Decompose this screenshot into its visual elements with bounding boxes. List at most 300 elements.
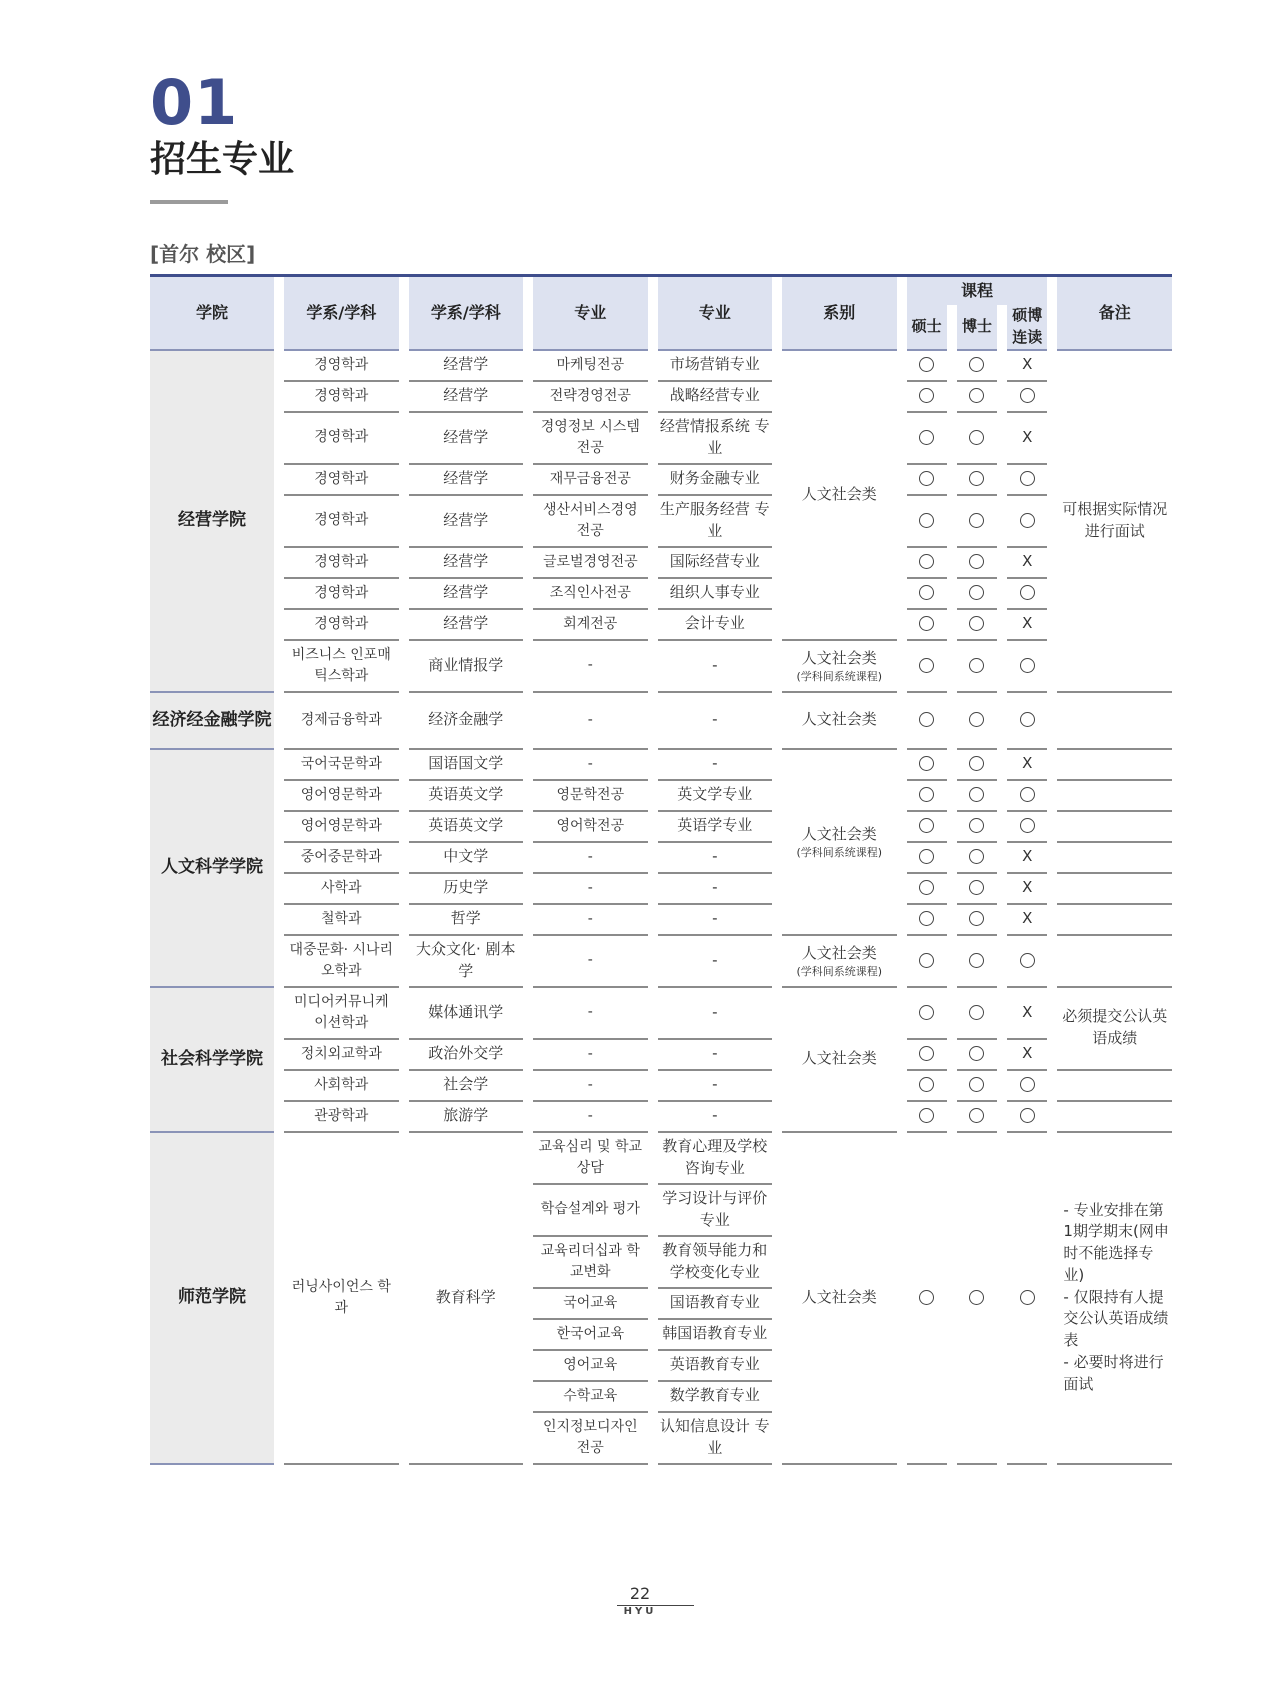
phd-mark [957, 1071, 997, 1102]
major-zh-cell: 韩国语教育专业 [658, 1320, 773, 1351]
master-mark [907, 1102, 947, 1133]
table-row [150, 641, 1172, 693]
circle-mark [969, 388, 984, 403]
footer-brand: HYU [623, 1606, 657, 1617]
category-cell [782, 641, 897, 693]
combined-mark [1007, 382, 1047, 413]
category-label: 人文社会类 [801, 710, 877, 729]
circle-mark [969, 818, 984, 833]
dept-zh-cell: 中文学 [409, 843, 524, 874]
combined-mark [1007, 1040, 1047, 1071]
combined-mark [1007, 936, 1047, 988]
major-zh-cell: 生产服务经营 专业 [658, 496, 773, 548]
major-zh-cell: 英文学专业 [658, 781, 773, 812]
dept-ko-cell: 철학과 [284, 905, 399, 936]
dept-zh-cell: 经营学 [409, 610, 524, 641]
major-ko-cell: - [533, 750, 648, 781]
phd-mark [957, 693, 997, 750]
master-mark [907, 641, 947, 693]
table-row [150, 1040, 1172, 1071]
circle-mark [969, 1005, 984, 1020]
phd-mark [957, 641, 997, 693]
table-row [150, 382, 1172, 413]
dept-zh-cell: 国语国文学 [409, 750, 524, 781]
header-major-ko: 专业 [533, 277, 648, 351]
college-education: 师范学院 [150, 1133, 274, 1465]
combined-mark [1007, 874, 1047, 905]
header-combined: 硕博连读 [1007, 305, 1047, 351]
circle-mark [969, 849, 984, 864]
dept-ko-cell: 경영학과 [284, 610, 399, 641]
circle-mark [969, 658, 984, 673]
header-master: 硕士 [907, 305, 947, 351]
x-mark: X [1022, 355, 1033, 374]
circle-mark [919, 1077, 934, 1092]
major-zh-cell: - [658, 988, 773, 1040]
dept-zh-cell: 经营学 [409, 351, 524, 382]
phd-mark [957, 781, 997, 812]
category-cell [782, 693, 897, 750]
combined-mark [1007, 750, 1047, 781]
table-row [150, 781, 1172, 812]
dept-zh-cell: 英语英文学 [409, 781, 524, 812]
circle-mark [969, 1290, 984, 1305]
phd-mark [957, 936, 997, 988]
remarks-business: 可根据实际情况进行面试 [1057, 351, 1172, 693]
x-mark: X [1022, 552, 1033, 571]
major-ko-cell: - [533, 874, 648, 905]
major-ko-cell: - [533, 641, 648, 693]
dept-zh-cell: 经营学 [409, 382, 524, 413]
dept-ko-cell: 정치외교학과 [284, 1040, 399, 1071]
major-zh-cell: 英语教育专业 [658, 1351, 773, 1382]
header-phd: 博士 [957, 305, 997, 351]
combined-mark [1007, 988, 1047, 1040]
remarks-empty [1057, 750, 1172, 781]
remarks-empty [1057, 1102, 1172, 1133]
major-ko-cell: - [533, 1040, 648, 1071]
major-ko-cell: 마케팅전공 [533, 351, 648, 382]
dept-zh-cell: 教育科学 [409, 1133, 524, 1465]
major-ko-cell: 경영정보 시스템전공 [533, 413, 648, 465]
major-zh-cell: 经营情报系统 专业 [658, 413, 773, 465]
header-major-zh: 专业 [658, 277, 773, 351]
remarks-empty [1057, 905, 1172, 936]
dept-zh-cell: 经营学 [409, 579, 524, 610]
circle-mark [1020, 658, 1035, 673]
college-social: 社会科学学院 [150, 988, 274, 1133]
major-ko-cell: - [533, 693, 648, 750]
category-label: 人文社会类 [801, 649, 877, 668]
x-mark: X [1022, 1002, 1033, 1021]
phd-mark [957, 579, 997, 610]
major-ko-cell: 영문학전공 [533, 781, 648, 812]
header-category: 系别 [782, 277, 897, 351]
master-mark [907, 382, 947, 413]
major-zh-cell: 市场营销专业 [658, 351, 773, 382]
remarks-empty [1057, 693, 1172, 750]
phd-mark [957, 1102, 997, 1133]
dept-ko-cell: 경영학과 [284, 496, 399, 548]
dept-zh-cell: 经营学 [409, 413, 524, 465]
dept-ko-cell: 국어국문학과 [284, 750, 399, 781]
remarks-education [1057, 1133, 1172, 1465]
circle-mark [969, 787, 984, 802]
college-business: 经营学院 [150, 351, 274, 693]
circle-mark [919, 818, 934, 833]
table-row [150, 812, 1172, 843]
table-row [150, 988, 1172, 1040]
major-zh-cell: 组织人事专业 [658, 579, 773, 610]
dept-zh-cell: 经济金融学 [409, 693, 524, 750]
phd-mark [957, 905, 997, 936]
circle-mark [919, 554, 934, 569]
major-ko-cell: 전략경영전공 [533, 382, 648, 413]
dept-zh-cell: 哲学 [409, 905, 524, 936]
dept-ko-cell: 경영학과 [284, 351, 399, 382]
major-ko-cell: 영어학전공 [533, 812, 648, 843]
major-zh-cell: 财务金融专业 [658, 465, 773, 496]
circle-mark [969, 430, 984, 445]
circle-mark [1020, 1077, 1035, 1092]
remark-item: - 仅限持有人提交公认英语成绩表 [1063, 1287, 1169, 1350]
remarks-empty [1057, 1071, 1172, 1102]
major-zh-cell: 国语教育专业 [658, 1289, 773, 1320]
circle-mark [1020, 585, 1035, 600]
circle-mark [919, 658, 934, 673]
dept-ko-cell: 중어중문학과 [284, 843, 399, 874]
table-row [150, 750, 1172, 781]
master-mark [907, 812, 947, 843]
circle-mark [919, 388, 934, 403]
dept-ko-cell: 미디어커뮤니케 이션학과 [284, 988, 399, 1040]
major-ko-cell: 영어교육 [533, 1351, 648, 1382]
dept-ko-cell: 관광학과 [284, 1102, 399, 1133]
major-zh-cell: - [658, 693, 773, 750]
majors-table-container [150, 274, 1172, 1465]
page-number: 22 [629, 1584, 651, 1603]
dept-ko-cell: 경영학과 [284, 382, 399, 413]
circle-mark [969, 911, 984, 926]
major-ko-cell: 조직인사전공 [533, 579, 648, 610]
circle-mark [969, 471, 984, 486]
table-row [150, 1071, 1172, 1102]
major-ko-cell: 교육심리 및 학교상담 [533, 1133, 648, 1185]
circle-mark [969, 712, 984, 727]
campus-label: [首尔 校区] [150, 242, 256, 266]
major-zh-cell: - [658, 1040, 773, 1071]
circle-mark [969, 585, 984, 600]
combined-mark [1007, 1102, 1047, 1133]
major-zh-cell: - [658, 843, 773, 874]
major-zh-cell: 会计专业 [658, 610, 773, 641]
circle-mark [969, 756, 984, 771]
header-course: 课程 [907, 277, 1048, 305]
major-zh-cell: 国际经营专业 [658, 548, 773, 579]
major-ko-cell: - [533, 936, 648, 988]
phd-mark [957, 1040, 997, 1071]
category-cell [782, 1133, 897, 1465]
combined-mark [1007, 843, 1047, 874]
master-mark [907, 843, 947, 874]
master-mark [907, 579, 947, 610]
category-cell [782, 936, 897, 988]
major-ko-cell: 글로벌경영전공 [533, 548, 648, 579]
circle-mark [1020, 388, 1035, 403]
phd-mark [957, 382, 997, 413]
major-zh-cell: - [658, 874, 773, 905]
circle-mark [919, 787, 934, 802]
major-zh-cell: - [658, 905, 773, 936]
master-mark [907, 610, 947, 641]
circle-mark [1020, 471, 1035, 486]
dept-ko-cell: 비즈니스 인포매틱스학과 [284, 641, 399, 693]
master-mark [907, 1071, 947, 1102]
category-cell [782, 750, 897, 936]
circle-mark [969, 1077, 984, 1092]
phd-mark [957, 750, 997, 781]
dept-ko-cell: 영어영문학과 [284, 781, 399, 812]
major-ko-cell: - [533, 1102, 648, 1133]
master-mark [907, 548, 947, 579]
combined-mark [1007, 905, 1047, 936]
x-mark: X [1022, 614, 1033, 633]
circle-mark [969, 880, 984, 895]
circle-mark [969, 1108, 984, 1123]
circle-mark [1020, 953, 1035, 968]
dept-zh-cell: 历史学 [409, 874, 524, 905]
phd-mark [957, 496, 997, 548]
table-row [150, 413, 1172, 465]
category-label: 人文社会类 [801, 484, 877, 503]
circle-mark [969, 554, 984, 569]
phd-mark [957, 413, 997, 465]
major-zh-cell: - [658, 1071, 773, 1102]
header-college: 学院 [150, 277, 274, 351]
table-row [150, 610, 1172, 641]
circle-mark [919, 357, 934, 372]
circle-mark [919, 1046, 934, 1061]
major-zh-cell: - [658, 641, 773, 693]
phd-mark [957, 465, 997, 496]
circle-mark [919, 849, 934, 864]
phd-mark [957, 812, 997, 843]
combined-mark [1007, 1071, 1047, 1102]
remark-item: - 专业安排在第1期学期末(网申时不能选择专业) [1063, 1200, 1169, 1284]
header-dept-zh: 学系/学科 [409, 277, 524, 351]
remarks-empty [1057, 843, 1172, 874]
x-mark: X [1022, 1044, 1033, 1063]
phd-mark [957, 610, 997, 641]
major-ko-cell: 인지정보디자인 전공 [533, 1413, 648, 1465]
major-ko-cell: - [533, 843, 648, 874]
circle-mark [1020, 1290, 1035, 1305]
dept-ko-cell: 대중문화· 시나리오학과 [284, 936, 399, 988]
major-zh-cell: - [658, 1102, 773, 1133]
circle-mark [969, 357, 984, 372]
combined-mark [1007, 1133, 1047, 1465]
major-ko-cell: - [533, 905, 648, 936]
circle-mark [919, 1108, 934, 1123]
master-mark [907, 1133, 947, 1465]
table-row [150, 548, 1172, 579]
combined-mark [1007, 579, 1047, 610]
major-ko-cell: 수학교육 [533, 1382, 648, 1413]
section-title: 招生专业 [150, 139, 295, 180]
combined-mark [1007, 413, 1047, 465]
dept-zh-cell: 媒体通讯学 [409, 988, 524, 1040]
major-zh-cell: 学习设计与评价 专业 [658, 1185, 773, 1237]
dept-ko-cell: 경제금융학과 [284, 693, 399, 750]
remarks-social: 必须提交公认英语成绩 [1057, 988, 1172, 1071]
dept-zh-cell: 经营学 [409, 465, 524, 496]
title-underline [150, 200, 228, 204]
phd-mark [957, 874, 997, 905]
master-mark [907, 874, 947, 905]
circle-mark [919, 911, 934, 926]
master-mark [907, 988, 947, 1040]
major-ko-cell: 재무금융전공 [533, 465, 648, 496]
majors-table [140, 277, 1182, 1465]
circle-mark [969, 1046, 984, 1061]
master-mark [907, 750, 947, 781]
remarks-empty [1057, 781, 1172, 812]
circle-mark [1020, 712, 1035, 727]
phd-mark [957, 1133, 997, 1465]
circle-mark [1020, 818, 1035, 833]
dept-zh-cell: 经营学 [409, 496, 524, 548]
phd-mark [957, 351, 997, 382]
dept-zh-cell: 大众文化· 剧本学 [409, 936, 524, 988]
major-zh-cell: 教育心理及学校 咨询专业 [658, 1133, 773, 1185]
dept-ko-cell: 경영학과 [284, 465, 399, 496]
x-mark: X [1022, 847, 1033, 866]
master-mark [907, 1040, 947, 1071]
major-zh-cell: 英语学专业 [658, 812, 773, 843]
table-row [150, 1133, 1172, 1185]
circle-mark [919, 616, 934, 631]
major-ko-cell: 국어교육 [533, 1289, 648, 1320]
table-row [150, 351, 1172, 382]
x-mark: X [1022, 427, 1033, 446]
circle-mark [969, 953, 984, 968]
table-row [150, 874, 1172, 905]
combined-mark [1007, 693, 1047, 750]
college-humanities: 人文科学学院 [150, 750, 274, 988]
dept-zh-cell: 英语英文学 [409, 812, 524, 843]
category-sublabel: (学科间系统课程) [796, 845, 883, 859]
major-ko-cell: 회계전공 [533, 610, 648, 641]
major-ko-cell: 교육리더십과 학교변화 [533, 1237, 648, 1289]
category-label: 人文社会类 [801, 944, 877, 963]
circle-mark [969, 513, 984, 528]
category-label: 人文社会类 [801, 1287, 877, 1306]
master-mark [907, 905, 947, 936]
major-zh-cell: 教育领导能力和 学校变化专业 [658, 1237, 773, 1289]
x-mark: X [1022, 878, 1033, 897]
circle-mark [919, 712, 934, 727]
master-mark [907, 496, 947, 548]
major-zh-cell: - [658, 936, 773, 988]
dept-ko-cell: 경영학과 [284, 413, 399, 465]
circle-mark [919, 1290, 934, 1305]
category-cell [782, 351, 897, 641]
header-remarks: 备注 [1057, 277, 1172, 351]
major-zh-cell: - [658, 750, 773, 781]
dept-ko-cell: 러닝사이언스 학과 [284, 1133, 399, 1465]
combined-mark [1007, 548, 1047, 579]
category-label: 人文社会类 [801, 825, 877, 844]
table-body [150, 277, 1172, 1465]
dept-ko-cell: 사회학과 [284, 1071, 399, 1102]
x-mark: X [1022, 754, 1033, 773]
remarks-empty [1057, 812, 1172, 843]
circle-mark [1020, 1108, 1035, 1123]
major-ko-cell: - [533, 988, 648, 1040]
circle-mark [919, 513, 934, 528]
circle-mark [919, 430, 934, 445]
phd-mark [957, 988, 997, 1040]
dept-zh-cell: 社会学 [409, 1071, 524, 1102]
dept-ko-cell: 영어영문학과 [284, 812, 399, 843]
dept-zh-cell: 旅游学 [409, 1102, 524, 1133]
table-row [150, 579, 1172, 610]
master-mark [907, 693, 947, 750]
master-mark [907, 351, 947, 382]
category-cell [782, 988, 897, 1133]
header-dept-ko: 学系/学科 [284, 277, 399, 351]
major-ko-cell: 한국어교육 [533, 1320, 648, 1351]
combined-mark [1007, 781, 1047, 812]
category-sublabel: (学科间系统课程) [796, 669, 883, 683]
circle-mark [1020, 513, 1035, 528]
dept-ko-cell: 사학과 [284, 874, 399, 905]
dept-zh-cell: 商业情报学 [409, 641, 524, 693]
phd-mark [957, 548, 997, 579]
table-row [150, 1102, 1172, 1133]
category-sublabel: (学科间系统课程) [796, 964, 883, 978]
remarks-empty [1057, 936, 1172, 988]
combined-mark [1007, 465, 1047, 496]
category-label: 人文社会类 [801, 1049, 877, 1068]
master-mark [907, 413, 947, 465]
major-ko-cell: 학습설계와 평가 [533, 1185, 648, 1237]
circle-mark [919, 471, 934, 486]
combined-mark [1007, 610, 1047, 641]
circle-mark [969, 616, 984, 631]
x-mark: X [1022, 909, 1033, 928]
table-row [150, 465, 1172, 496]
combined-mark [1007, 812, 1047, 843]
combined-mark [1007, 496, 1047, 548]
combined-mark [1007, 351, 1047, 382]
table-row [150, 496, 1172, 548]
table-row [150, 843, 1172, 874]
table-row [150, 905, 1172, 936]
master-mark [907, 781, 947, 812]
dept-zh-cell: 经营学 [409, 548, 524, 579]
dept-ko-cell: 경영학과 [284, 548, 399, 579]
master-mark [907, 465, 947, 496]
remarks-empty [1057, 874, 1172, 905]
remark-item: - 必要时将进行面试 [1063, 1352, 1164, 1393]
major-zh-cell: 认知信息设计 专业 [658, 1413, 773, 1465]
table-row [150, 936, 1172, 988]
section-number: 01 [150, 66, 239, 139]
major-zh-cell: 战略经营专业 [658, 382, 773, 413]
dept-ko-cell: 경영학과 [284, 579, 399, 610]
circle-mark [919, 585, 934, 600]
